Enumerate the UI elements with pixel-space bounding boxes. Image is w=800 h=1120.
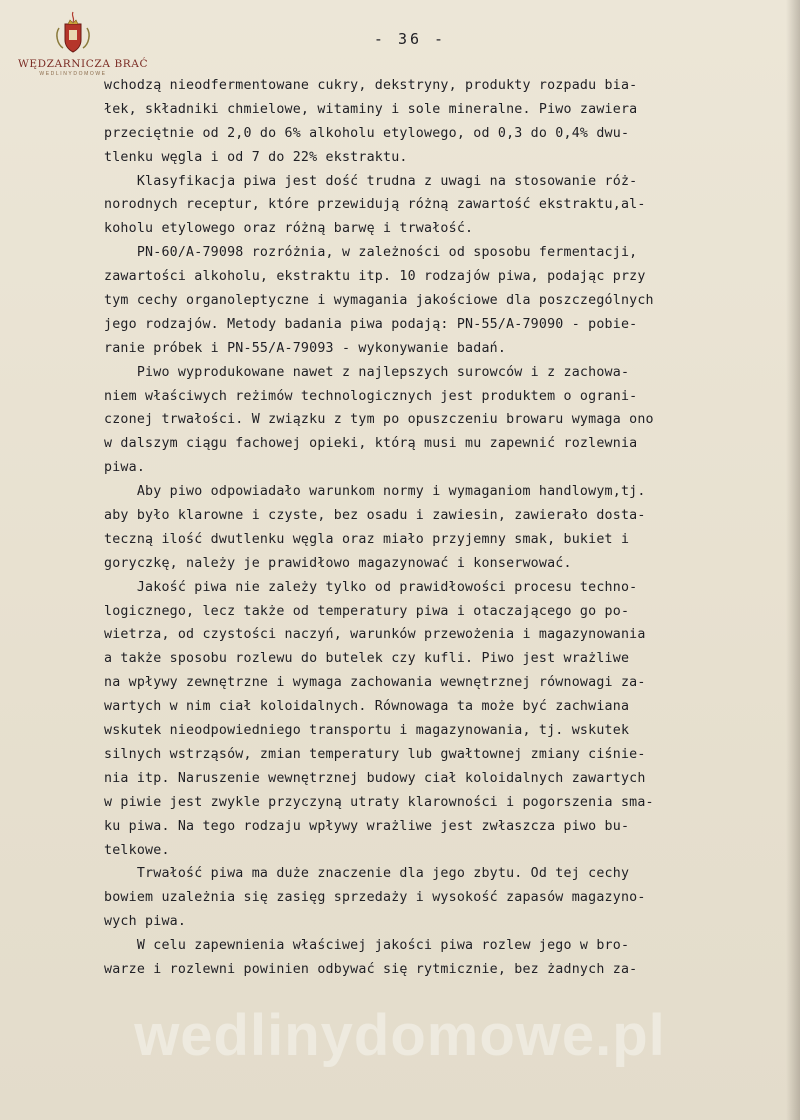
text-line: ku piwa. Na tego rodzaju wpływy wrażliwe jest zwłaszcza piwo bu-	[104, 818, 630, 834]
text-line: tlenku węgla i od 7 do 22% ekstraktu.	[104, 149, 408, 165]
text-line: Klasyfikacja piwa jest dość trudna z uwagi na stosowanie róż-	[104, 173, 638, 189]
text-line: norodnych receptur, które przewidują różną zawartość ekstraktu,al-	[104, 197, 646, 213]
text-line: wchodzą nieodfermentowane cukry, dekstryny, produkty rozpadu bia-	[104, 78, 638, 93]
text-line: zawartości alkoholu, ekstraktu itp. 10 rodzajów piwa, podając przy	[104, 269, 646, 285]
text-line: czonej trwałości. W związku z tym po opuszczeniu browaru wymaga ono	[104, 412, 654, 428]
text-line: Trwałość piwa ma duże znaczenie dla jego zbytu. Od tej cechy	[104, 866, 630, 882]
logo-name: WĘDZARNICZA BRAĆ	[18, 58, 149, 70]
text-line: w piwie jest zwykle przyczyną utraty klarowności i pogorszenia sma-	[104, 794, 654, 810]
text-line: warze i rozlewni powinien odbywać się rytmicznie, bez żadnych za-	[104, 961, 638, 977]
text-line: wych piwa.	[104, 914, 187, 930]
text-line: wskutek nieodpowiedniego transportu i magazynowania, tj. wskutek	[104, 723, 630, 739]
text-line: nia itp. Naruszenie wewnętrznej budowy ciał koloidalnych zawartych	[104, 770, 646, 786]
watermark: wedlinydomowe.pl	[134, 1003, 666, 1068]
text-line: PN-60/A-79098 rozróżnia, w zależności od sposobu fermentacji,	[104, 245, 638, 261]
text-line: aby było klarowne i czyste, bez osadu i zawiesin, zawierało dosta-	[104, 508, 646, 524]
text-line: przeciętnie od 2,0 do 6% alkoholu etylowego, od 0,3 do 0,4% dwu-	[104, 125, 630, 141]
text-line: łek, składniki chmielowe, witaminy i sole mineralne. Piwo zawiera	[104, 101, 638, 117]
text-line: na wpływy zewnętrzne i wymaga zachowania wewnętrznej równowagi za-	[104, 675, 646, 691]
text-line: piwa.	[104, 460, 146, 476]
text-line: wietrza, od czystości naczyń, warunków przewożenia i magazynowania	[104, 627, 646, 643]
text-line: Jakość piwa nie zależy tylko od prawidłowości procesu techno-	[104, 579, 638, 595]
text-line: koholu etylowego oraz różną barwę i trwałość.	[104, 221, 474, 237]
text-line: niem właściwych reżimów technologicznych jest produktem o ograni-	[104, 388, 638, 404]
page-number: - 36 -	[373, 30, 447, 48]
text-line: goryczkę, należy je prawidłowo magazynować i konserwować.	[104, 555, 572, 571]
text-line: tym cechy organoleptyczne i wymagania jakościowe dla poszczególnych	[104, 293, 654, 309]
text-line: bowiem uzależnia się zasięg sprzedaży i wysokość zapasów magazyno-	[104, 890, 646, 906]
text-line: wartych w nim ciał koloidalnych. Równowaga ta może być zachwiana	[104, 699, 630, 715]
text-line: w dalszym ciągu fachowej opieki, którą musi mu zapewnić rozlewnia	[104, 436, 638, 452]
text-line: Piwo wyprodukowane nawet z najlepszych surowców i z zachowa-	[104, 364, 630, 380]
text-line: Aby piwo odpowiadało warunkom normy i wymaganiom handlowym,tj.	[104, 484, 646, 500]
logo-subtitle: WEDLINYDOMOWE	[39, 71, 107, 77]
text-line: teczną ilość dwutlenku węgla oraz miało przyjemny smak, bukiet i	[104, 531, 630, 547]
text-line: jego rodzajów. Metody badania piwa podają: PN-55/A-79090 - pobie-	[104, 316, 638, 332]
text-line: silnych wstrząsów, zmian temperatury lub gwałtownej zmiany ciśnie-	[104, 746, 646, 762]
text-line: ranie próbek i PN-55/A-79093 - wykonywanie badań.	[104, 340, 507, 356]
text-line: W celu zapewnienia właściwej jakości piwa rozlew jego w bro-	[104, 938, 630, 954]
text-line: a także sposobu rozlewu do butelek czy kufli. Piwo jest wrażliwe	[104, 651, 630, 667]
text-line: telkowe.	[104, 842, 170, 858]
typewritten-body	[104, 74, 796, 982]
text-line: logicznego, lecz także od temperatury piwa i otaczającego go po-	[104, 603, 630, 619]
